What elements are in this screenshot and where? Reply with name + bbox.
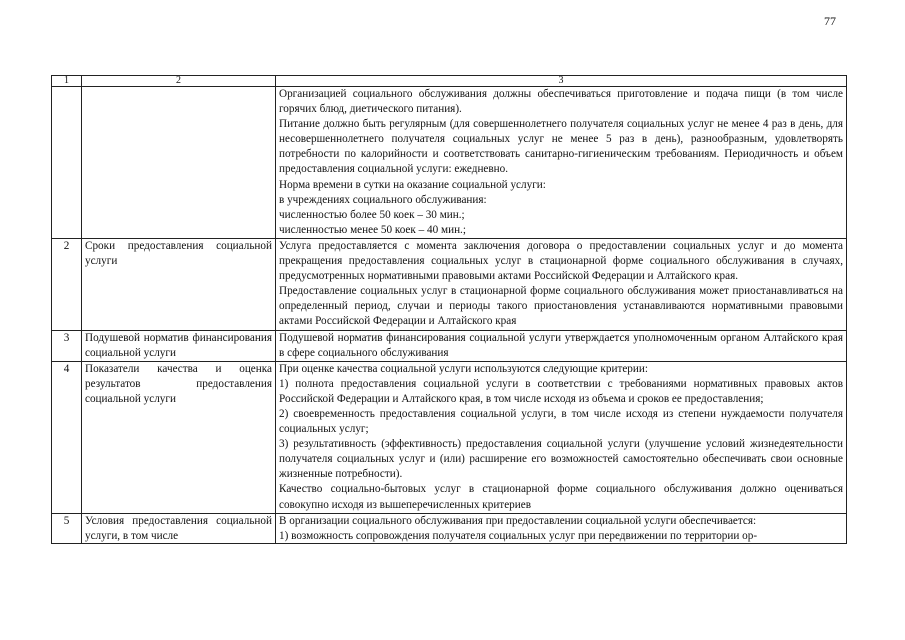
content-paragraph: Услуга предоставляется с момента заключения договора о предоставлении социальных услуг и до момента прекращения предоставления социальных услуг в стационарной форме социального обслуживания в случаях, предусмотренных нормативными правовыми актами Российской Федерации и Алтайского края.	[279, 239, 843, 283]
content-paragraph: Питание должно быть регулярным (для совершеннолетнего получателя социальных услуг не менее 4 раз в день, для несовершеннолетнего получателя социальных услуг не менее 5 раз в день), разнообразным, удовлетворять потребности по калорийности и соответствовать санитарно-гигиеническим требованиям. Периодичность и объем предоставления социальной услуги: ежедневно.	[279, 118, 843, 176]
header-col-2: 2	[82, 76, 276, 87]
content-paragraph: численностью более 50 коек – 30 мин.;	[279, 208, 465, 221]
row-name: Показатели качества и оценка результатов предоставления социальной услуги	[82, 361, 276, 513]
page-number: 77	[824, 14, 836, 28]
content-paragraph: Качество социально-бытовых услуг в стационарной форме социального обслуживания должно оцениваться совокупно исходя из вышеперечисленных критериев	[279, 483, 843, 511]
content-paragraph: в учреждениях социального обслуживания:	[279, 193, 487, 206]
row-name-text: Условия предоставления социальной услуги, в том числе	[85, 514, 272, 542]
content-paragraph: Организацией социального обслуживания должны обеспечиваться приготовление и подача пищи (в том числе горячих блюд, диетического питания).	[279, 88, 843, 116]
table-row	[52, 238, 847, 330]
content-paragraph: Предоставление социальных услуг в стационарной форме социального обслуживания может приостанавливаться на определенный период, случаи и периоды такого приостановления устанавливаются нормативными правовыми актами Российской Федерации и Алтайского края	[279, 285, 843, 328]
row-content	[276, 87, 847, 239]
row-number: 3	[52, 330, 82, 361]
content-paragraph: При оценке качества социальной услуги используются следующие критерии:	[279, 362, 648, 375]
content-paragraph: Норма времени в сутки на оказание социальной услуги:	[279, 178, 546, 191]
row-number: 2	[52, 238, 82, 330]
table-row	[52, 330, 847, 361]
header-col-1: 1	[52, 76, 82, 87]
row-content	[276, 513, 847, 543]
row-name: Подушевой норматив финансирования социальной услуги	[82, 330, 276, 361]
table-header-row	[52, 76, 847, 87]
header-col-3: 3	[276, 76, 847, 87]
row-content-wrap	[279, 514, 843, 543]
row-content	[276, 361, 847, 513]
row-name	[82, 513, 276, 543]
row-number: 5	[52, 513, 82, 543]
content-paragraph: численностью менее 50 коек – 40 мин.;	[279, 223, 466, 236]
table-row	[52, 361, 847, 513]
content-paragraph: 1) полнота предоставления социальной услуги в соответствии с требованиями нормативных правовых актов Российской Федерации и Алтайского края, в том числе исходя из объема и сроков ее предоставления;	[279, 377, 843, 405]
content-paragraph: 3) результативность (эффективность) предоставления социальной услуги (улучшение условий жизнедеятельности получателя социальных услуг и (или) расширение его возможностей самостоятельно обеспечивать свои основные жизненные потребности).	[279, 438, 843, 481]
table-row	[52, 513, 847, 543]
row-number	[52, 87, 82, 239]
row-number: 4	[52, 361, 82, 513]
row-name	[82, 87, 276, 239]
content-paragraph: В организации социального обслуживания при предоставлении социальной услуги обеспечивается:	[279, 514, 757, 527]
content-paragraph: 2) своевременность предоставления социальной услуги, в том числе исходя из степени нуждаемости получателя социальных услуг;	[279, 407, 843, 436]
content-paragraph: 1) возможность сопровождения получателя социальных услуг при передвижении по территории ор-	[279, 529, 758, 542]
content-paragraph: Подушевой норматив финансирования социальной услуги утверждается уполномоченным органом Алтайского края в сфере социального обслуживания	[279, 331, 843, 359]
services-table	[51, 75, 847, 544]
row-content	[276, 330, 847, 361]
row-content	[276, 238, 847, 330]
table-row	[52, 87, 847, 239]
row-name: Сроки предоставления социальной услуги	[82, 238, 276, 330]
